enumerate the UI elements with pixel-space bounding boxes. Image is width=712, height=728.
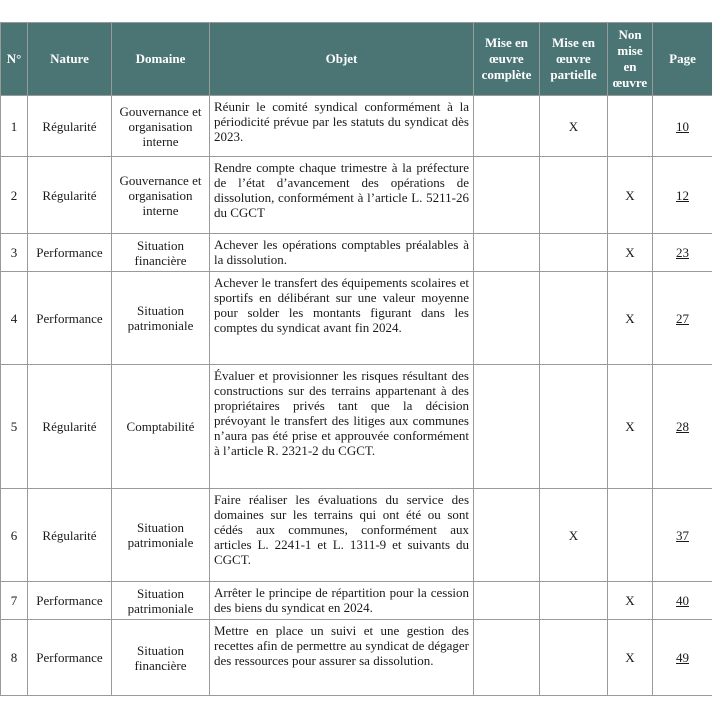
cell-num: 4 (1, 272, 28, 365)
cell-objet: Achever le transfert des équipements scolaires et sportifs en délibérant sur une valeur moyenne pour solder les montants figurant dans les comptes du syndicat avant fin 2024. (210, 272, 474, 365)
cell-partielle: X (540, 96, 608, 157)
cell-page (653, 620, 712, 696)
cell-nature: Régularité (28, 96, 112, 157)
cell-num: 6 (1, 489, 28, 582)
cell-non: X (608, 365, 653, 489)
cell-complete (474, 157, 540, 234)
cell-nature: Performance (28, 234, 112, 272)
header-non: Non mise en œuvre (608, 23, 653, 96)
page-link[interactable]: 37 (676, 527, 689, 543)
cell-domaine: Situation financière (112, 234, 210, 272)
cell-page (653, 234, 712, 272)
header-complete: Mise en œuvre complète (474, 23, 540, 96)
cell-objet: Rendre compte chaque trimestre à la préfecture de l’état d’avancement des opérations de dissolution, conformément à l’article L. 5211-26 du CGCT (210, 157, 474, 234)
cell-partielle: X (540, 489, 608, 582)
cell-domaine: Situation patrimoniale (112, 489, 210, 582)
cell-num: 2 (1, 157, 28, 234)
cell-objet: Évaluer et provisionner les risques résultant des constructions sur des terrains appartenant à des propriétaires privés tant que la décision prévoyant le transfert des litiges aux communes n’aura pas été prise et approuvée conformément à l’article R. 2321-2 du CGCT. (210, 365, 474, 489)
cell-non: X (608, 272, 653, 365)
cell-domaine: Gouvernance et organisation interne (112, 96, 210, 157)
table-row (1, 620, 712, 696)
cell-nature: Régularité (28, 157, 112, 234)
page-link[interactable]: 23 (676, 245, 689, 260)
header-partielle: Mise en œuvre partielle (540, 23, 608, 96)
page-link[interactable]: 10 (676, 118, 689, 134)
table-row (1, 582, 712, 620)
cell-complete (474, 96, 540, 157)
table-row (1, 272, 712, 365)
cell-objet: Faire réaliser les évaluations du service des domaines sur les terrains qui ont été ou sont cédés aux communes, conformément aux articles L. 2241-1 et L. 1311-9 et suivants du CGCT. (210, 489, 474, 582)
cell-nature: Performance (28, 582, 112, 620)
header-domaine: Domaine (112, 23, 210, 96)
header-page: Page (653, 23, 712, 96)
cell-domaine: Situation financière (112, 620, 210, 696)
cell-objet: Mettre en place un suivi et une gestion des recettes afin de permettre au syndicat de dégager des ressources pour assurer sa dissolution. (210, 620, 474, 696)
header-nature: Nature (28, 23, 112, 96)
cell-page (653, 582, 712, 620)
cell-num: 1 (1, 96, 28, 157)
cell-partielle (540, 234, 608, 272)
page-link[interactable]: 49 (676, 650, 689, 665)
cell-domaine: Situation patrimoniale (112, 272, 210, 365)
cell-page (653, 489, 712, 582)
cell-nature: Performance (28, 620, 112, 696)
cell-partielle (540, 365, 608, 489)
page-link[interactable]: 40 (676, 593, 689, 608)
cell-partielle (540, 272, 608, 365)
page-link[interactable]: 12 (676, 187, 689, 203)
cell-domaine: Gouvernance et organisation interne (112, 157, 210, 234)
cell-page (653, 365, 712, 489)
cell-nature: Régularité (28, 365, 112, 489)
cell-complete (474, 620, 540, 696)
cell-nature: Régularité (28, 489, 112, 582)
cell-num: 5 (1, 365, 28, 489)
cell-objet: Réunir le comité syndical conformément à la périodicité prévue par les statuts du syndicat dès 2023. (210, 96, 474, 157)
cell-domaine: Comptabilité (112, 365, 210, 489)
cell-complete (474, 365, 540, 489)
recommendations-table (0, 22, 712, 696)
cell-partielle (540, 157, 608, 234)
cell-domaine: Situation patrimoniale (112, 582, 210, 620)
header-objet: Objet (210, 23, 474, 96)
cell-non: X (608, 157, 653, 234)
cell-complete (474, 582, 540, 620)
cell-num: 3 (1, 234, 28, 272)
cell-num: 8 (1, 620, 28, 696)
cell-non: X (608, 234, 653, 272)
cell-num: 7 (1, 582, 28, 620)
cell-page (653, 96, 712, 157)
cell-non: X (608, 582, 653, 620)
table-row (1, 489, 712, 582)
page-link[interactable]: 27 (676, 310, 689, 326)
header-num: N° (1, 23, 28, 96)
cell-page (653, 157, 712, 234)
table-row (1, 234, 712, 272)
cell-objet: Achever les opérations comptables préalables à la dissolution. (210, 234, 474, 272)
cell-non (608, 96, 653, 157)
cell-partielle (540, 620, 608, 696)
table-row (1, 365, 712, 489)
page-link[interactable]: 28 (676, 419, 689, 434)
header-row (1, 23, 712, 96)
cell-nature: Performance (28, 272, 112, 365)
cell-non (608, 489, 653, 582)
cell-complete (474, 272, 540, 365)
cell-non: X (608, 620, 653, 696)
table-row (1, 157, 712, 234)
cell-objet: Arrêter le principe de répartition pour la cession des biens du syndicat en 2024. (210, 582, 474, 620)
table-row (1, 96, 712, 157)
cell-complete (474, 234, 540, 272)
cell-partielle (540, 582, 608, 620)
cell-page (653, 272, 712, 365)
cell-complete (474, 489, 540, 582)
